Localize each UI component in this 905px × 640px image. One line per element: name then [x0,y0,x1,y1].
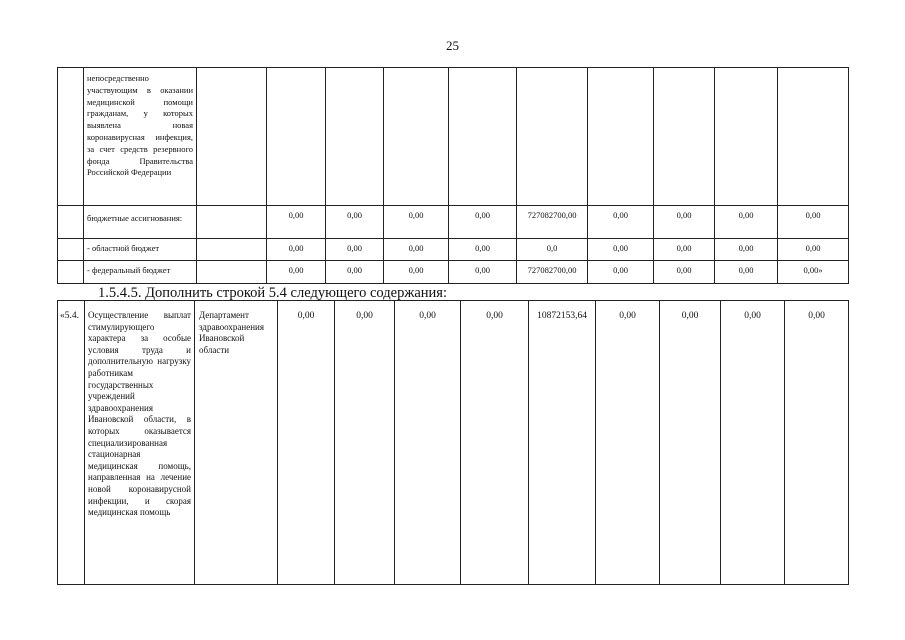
index-cell [58,261,84,284]
value-cell: 0,00 [267,261,326,284]
value-cell [654,68,715,206]
source-cell [197,68,267,206]
value-cell: 0,00 [449,206,517,239]
value-cell: 0,00 [326,206,384,239]
table-row [58,68,849,206]
row-label: бюджетные ассигнования: [84,206,197,239]
value-cell: 727082700,00 [517,261,588,284]
table-row [58,239,849,261]
row-label: - областной бюджет [84,239,197,261]
value-cell [588,68,654,206]
value-cell: 0,0 [517,239,588,261]
bottom-table [57,300,849,585]
source-cell [197,206,267,239]
value-cell: 0,00 [326,261,384,284]
value-cell: 0,00 [588,261,654,284]
value-cell [384,68,449,206]
index-cell [58,206,84,239]
value-cell: 0,00 [715,239,778,261]
value-cell: 0,00 [654,206,715,239]
value-cell: 0,00 [588,239,654,261]
value-cell: 0,00 [654,261,715,284]
value-cell: 0,00 [778,206,849,239]
table-row [58,206,849,239]
value-cell [326,68,384,206]
page-number: 25 [446,38,459,53]
value-cell: 0,00 [326,239,384,261]
value-cell: 10872153,64 [529,301,596,585]
value-cell: 0,00 [335,301,395,585]
value-cell: 0,00 [721,301,785,585]
value-cell [778,68,849,206]
value-cell: 0,00 [715,206,778,239]
value-cell: 0,00 [384,261,449,284]
value-cell: 0,00 [654,239,715,261]
amendment-heading: 1.5.4.5. Дополнить строкой 5.4 следующего содержания: [98,285,447,301]
value-cell: 0,00 [395,301,461,585]
value-cell [715,68,778,206]
value-cell: 0,00 [449,261,517,284]
value-cell [267,68,326,206]
value-cell: 0,00 [384,239,449,261]
index-cell [58,239,84,261]
value-cell: 0,00 [384,206,449,239]
row-index: «5.4. [58,301,85,585]
value-cell [449,68,517,206]
value-cell: 0,00» [778,261,849,284]
value-cell: 0,00 [267,206,326,239]
row-label: непосредственно участвующим в оказании медицинской помощи гражданам, у которых выявлена новая коронавирусная инфекция, за счет средств резервного фонда Правительства Российской Федерации [84,68,197,206]
value-cell: 727082700,00 [517,206,588,239]
value-cell: 0,00 [785,301,849,585]
index-cell [58,68,84,206]
value-cell: 0,00 [660,301,721,585]
value-cell: 0,00 [715,261,778,284]
value-cell: 0,00 [778,239,849,261]
value-cell [517,68,588,206]
value-cell: 0,00 [588,206,654,239]
department-cell: Департамент здравоохранения Ивановской области [195,301,278,585]
value-cell: 0,00 [267,239,326,261]
source-cell [197,261,267,284]
value-cell: 0,00 [449,239,517,261]
value-cell: 0,00 [278,301,335,585]
value-cell: 0,00 [596,301,660,585]
top-table [57,67,849,284]
row-label: - федеральный бюджет [84,261,197,284]
row-label: Осуществление выплат стимулирующего характера за особые условия труда и дополнительную нагрузку работникам государственных учреждений здравоохранения Ивановской области, в которых оказывается специализированная стационарная медицинская помощь, направленная на лечение новой коронавирусной инфекции, и скорая медицинская помощь [85,301,195,585]
source-cell [197,239,267,261]
table-row [58,301,849,585]
table-row [58,261,849,284]
value-cell: 0,00 [461,301,529,585]
